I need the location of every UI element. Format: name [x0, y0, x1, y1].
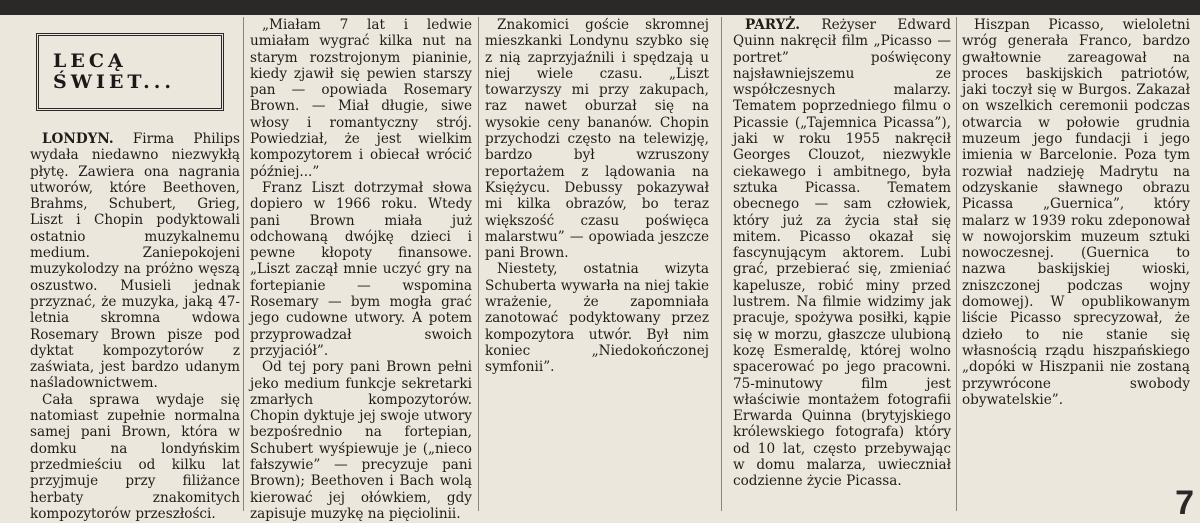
- column-4: [733, 17, 951, 511]
- london-paragraph-4: Franz Liszt dotrzymał słowa dopiero w 1966 roku. Wtedy pani Brown miała już odchowaną dwójkę dzieci i pewne kłopoty finansowe. „Liszt zaczął mnie uczyć gry na fortepianie — wspomina Rosemary — bym mogła grać jego cudowne utwory. A potem przyprowadzał swoich przyjaciół”.: [250, 179, 472, 359]
- column-3: [485, 17, 709, 511]
- column-rule: [721, 17, 722, 511]
- london-paragraph-7: Niestety, ostatnia wizyta Schuberta wywarła na niej takie wrażenie, że zapomniała zanotować podyktowany przez kompozytora utwór. Był nim koniec „Niedokończonej symfonii”.: [485, 261, 709, 376]
- column-rule: [478, 17, 479, 511]
- column-2: [250, 17, 472, 522]
- column-rule: [243, 17, 244, 511]
- london-lead-paragraph: [30, 131, 240, 392]
- paris-lead-paragraph: [733, 17, 951, 490]
- paris-paragraph-2: Hiszpan Picasso, wieloletni wróg generała Franco, bardzo gwałtownie zareagował na proces baskijskich patriotów, jaki toczył się w Burgos. Zakazał on wszelkich ceremonii podczas otwarcia w połowie grudnia muzeum jego fundacji i jego imienia w Barcelonie. Poza tym rozwiał nadzieję Madrytu na odzyskanie sławnego obrazu Picassa „Guernica”, który malarz w 1939 roku zdeponował w nowojorskim muzeum sztuki nowoczesnej. (Guernica to nazwa baskijskiej wioski, zniszczonej podczas wojny domowej). W opublikowanym liście Picasso sprecyzował, że dzieło to nie stanie się własnością rządu hiszpańskiego „dopóki w Hiszpanii nie zostaną przywrócone swobody obywatelskie”.: [962, 17, 1190, 408]
- london-lead-text: Firma Philips wydała niedawno niezwykłą płytę. Zawiera ona nagrania utworów, które Beethoven, Brahms, Schubert, Grieg, Liszt i Chopin podyktowali ostatnio muzykalnemu medium. Zaniepokojeni muzykolodzy na próżno węszą oszustwo. Musieli jednak przyznać, że muzyka, jaką 47-letnia skromna wdowa Rosemary Brown pisze pod dyktat kompozytorów z zaświata, jest bardzo udanym naśladownictwem.: [30, 131, 240, 392]
- paris-lead-text: Reżyser Edward Quinn nakręcił film „Picasso — portret” poświęcony najsławniejszemu ze współczesnych malarzy. Tematem poprzedniego filmu o Picassie („Tajemnica Picassa”), jaki w roku 1955 nakręcił Georges Clouzot, niezwykle ciekawego i ambitnego, była sztuka Picassa. Tematem obecnego — sam człowiek, który już za życia stał się mitem. Picasso okazał się fascynującym aktorem. Lubi grać, przebierać się, zmieniać kapelusze, robić miny przed lustrem. Na filmie widzimy jak pracuje, spożywa posiłki, kąpie się w morzu, głaszcze ulubioną kozę Esmeraldę, której wolno spacerować po jego pracowni. 75-minutowy film jest właściwie montażem fotografii Erwarda Quinna (brytyjskiego królewskiego fotografa) który od 10 lat, często przebywając w domu malarza, uwieczniał codzienne życie Picassa.: [733, 17, 951, 490]
- column-5: [962, 17, 1190, 511]
- paris-dateline: PARYŻ.: [745, 17, 801, 33]
- page-number: 7: [1175, 484, 1194, 522]
- top-dark-band: [0, 0, 1200, 15]
- london-paragraph-5: Od tej pory pani Brown pełni jeko medium funkcje sekretarki zmarłych kompozytorów. Chopin dyktuje jej swoje utwory bezpośrednio na fortepian, Schubert wyśpiewuje je („nieco fałszywie” — precyzuje pani Brown); Beethoven i Bach wolą kierować jej ołówkiem, gdy zapisuje muzykę na pięciolinii.: [250, 359, 472, 522]
- column-rule: [956, 17, 957, 511]
- london-paragraph-2: Cała sprawa wydaje się natomiast zupełnie normalna samej pani Brown, która w domku na londyńskim przedmieściu od kilku lat przyjmuje przy filiżance herbaty znakomitych kompozytorów przeszłości.: [30, 391, 240, 522]
- london-paragraph-6: Znakomici goście skromnej mieszkanki Londynu szybko się z nią zaprzyjaźnili i spędzają u niej wiele czasu. „Liszt towarzyszy mi przy zakupach, raz nawet oburzał się na wysokie ceny bananów. Chopin przychodzi często na telewizję, bardzo był wzruszony reportażem z lądowania na Księżycu. Debussy pokazywał mi kilka obrazów, bo teraz większość czasu poświęca malarstwu” — opowiada jeszcze pani Brown.: [485, 17, 709, 262]
- section-title-box: [36, 33, 224, 111]
- london-paragraph-3: „Miałam 7 lat i ledwie umiałam wygrać kilka nut na starym rozstrojonym pianinie, kiedy zjawił się pewien starszy pan — opowiada Rosemary Brown. — Miał długie, siwe włosy i romantyczny strój. Powiedział, że jest wielkim kompozytorem i obiecał wrócić później...”: [250, 17, 472, 180]
- section-title: LECĄ ŚWIET...: [53, 50, 175, 93]
- london-dateline: LONDYN.: [42, 131, 114, 147]
- column-1: [30, 17, 240, 522]
